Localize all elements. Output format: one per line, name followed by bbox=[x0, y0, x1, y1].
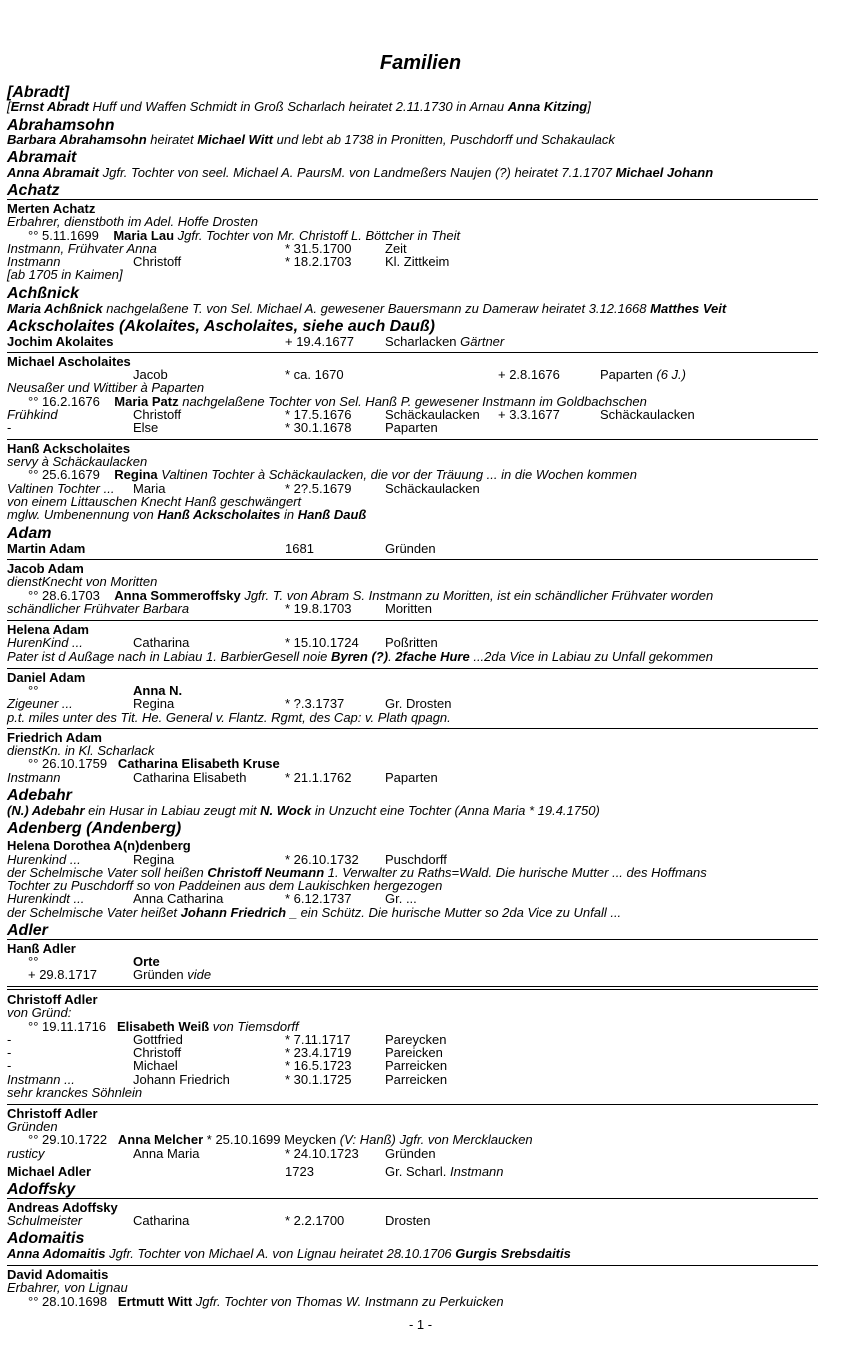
register-text: Christoff bbox=[133, 1045, 182, 1060]
register-text: + 29.8.1717 bbox=[28, 967, 98, 982]
register-text: * 7.11.1717 bbox=[285, 1032, 351, 1047]
register-text: * 18.2.1703 bbox=[285, 254, 352, 269]
family-heading: Adebahr bbox=[7, 787, 72, 804]
person-name: Michael Ascholaites bbox=[7, 354, 131, 369]
register-text: Anna Maria bbox=[133, 1146, 200, 1161]
register-text: Hurenkind ... bbox=[7, 852, 81, 867]
register-text: - bbox=[7, 1058, 12, 1073]
family-heading: Adler bbox=[7, 922, 48, 939]
register-text: Parreicken bbox=[385, 1058, 448, 1073]
register-text: + 2.8.1676 bbox=[498, 367, 560, 382]
register-text: Christoff bbox=[133, 254, 182, 269]
register-text: Tochter zu Puschdorff so von Paddeinen aus dem Laukischken hergezogen bbox=[7, 878, 443, 893]
person-name: Jacob Adam bbox=[7, 561, 84, 576]
register-text: °° bbox=[28, 683, 39, 698]
register-text: Jacob bbox=[133, 367, 168, 382]
register-text: Regina bbox=[133, 852, 175, 867]
register-text: Valtinen Tochter ... bbox=[7, 481, 115, 496]
family-heading: Abramait bbox=[7, 149, 77, 166]
register-text: Catharina Elisabeth bbox=[133, 770, 247, 785]
family-heading: Achßnick bbox=[7, 285, 80, 302]
section-rule bbox=[7, 439, 818, 440]
register-text: Gr. Scharl. Instmann bbox=[385, 1164, 504, 1179]
person-name: Andreas Adoffsky bbox=[7, 1200, 118, 1215]
family-heading: Ackscholaites (Akolaites, Ascholaites, siehe auch Dauß) bbox=[7, 318, 435, 335]
register-text: Hurenkindt ... bbox=[7, 891, 85, 906]
register-text: Anna Catharina bbox=[133, 891, 224, 906]
register-text: Anna Abramait Jgfr. Tochter von seel. Michael A. PaursM. von Landmeßers Naujen (?) heiratet 7.1.1707 Michael Johann bbox=[7, 165, 714, 180]
section-rule bbox=[7, 620, 818, 621]
register-text: Puschdorff bbox=[385, 852, 447, 867]
register-text: Parreicken bbox=[385, 1072, 448, 1087]
family-heading: Adoffsky bbox=[7, 1181, 76, 1198]
register-text: °° 28.6.1703 Anna Sommeroffsky Jgfr. T. von Abram S. Instmann zu Moritten, ist ein schändlicher Frühvater worden bbox=[28, 588, 714, 603]
register-text: sehr kranckes Söhnlein bbox=[7, 1085, 143, 1100]
person-name: Christoff Adler bbox=[7, 992, 98, 1007]
register-text: Regina bbox=[133, 696, 175, 711]
register-text: °° 29.10.1722 Anna Melcher * 25.10.1699 Meycken (V: Hanß) Jgfr. von Mercklaucken bbox=[28, 1132, 533, 1147]
register-text: Poßritten bbox=[385, 635, 438, 650]
register-text: Instmann ... bbox=[7, 1072, 75, 1087]
register-text: Neusaßer und Wittiber à Paparten bbox=[7, 380, 205, 395]
register-text: Gründen bbox=[385, 541, 436, 556]
register-text: °° 16.2.1676 Maria Patz nachgelaßene Tochter von Sel. Hanß P. gewesener Instmann im Goldbachschen bbox=[28, 394, 647, 409]
register-text: Pareycken bbox=[385, 1032, 447, 1047]
register-text: °° bbox=[28, 954, 39, 969]
register-text: Pater ist d Außage nach in Labiau 1. BarbierGesell noie Byren (?). 2fache Hure ...2da Vice in Labiau zu Unfall gekommen bbox=[7, 649, 714, 664]
register-text: * 16.5.1723 bbox=[285, 1058, 352, 1073]
register-text: Moritten bbox=[385, 601, 432, 616]
register-text: Instmann bbox=[7, 770, 61, 785]
register-text: Erbahrer, dienstboth im Adel. Hoffe Drosten bbox=[7, 214, 258, 229]
person-name: Martin Adam bbox=[7, 541, 86, 556]
register-text: Scharlacken Gärtner bbox=[385, 334, 505, 349]
register-text: [ab 1705 in Kaimen] bbox=[7, 267, 123, 282]
register-text: Paparten bbox=[385, 770, 438, 785]
register-text: Schäckaulacken bbox=[385, 481, 480, 496]
family-heading: Adenberg (Andenberg) bbox=[7, 820, 182, 837]
section-rule bbox=[7, 986, 818, 987]
register-text: Instmann bbox=[7, 254, 61, 269]
register-text: * 6.12.1737 bbox=[285, 891, 352, 906]
register-text: - bbox=[7, 1045, 12, 1060]
register-text: * ?.3.1737 bbox=[285, 696, 345, 711]
register-text: (N.) Adebahr ein Husar in Labiau zeugt mit N. Wock in Unzucht eine Tochter (Anna Maria * 19.4.1750) bbox=[7, 803, 600, 818]
family-heading: Abrahamsohn bbox=[7, 117, 115, 134]
register-text: - bbox=[7, 420, 12, 435]
register-text: Christoff bbox=[133, 407, 182, 422]
register-text: Maria Achßnick nachgelaßene T. von Sel. Michael A. gewesener Bauersmann zu Dameraw heiratet 3.12.1668 Matthes Veit bbox=[7, 301, 727, 316]
family-heading: Adomaitis bbox=[7, 1230, 85, 1247]
register-text: Gründen bbox=[7, 1119, 58, 1134]
register-text: Schulmeister bbox=[7, 1213, 83, 1228]
register-text: dienstKn. in Kl. Scharlack bbox=[7, 743, 155, 758]
person-name: Orte bbox=[133, 954, 160, 969]
section-rule bbox=[7, 668, 818, 669]
register-text: * 19.8.1703 bbox=[285, 601, 352, 616]
register-text: * 24.10.1723 bbox=[285, 1146, 359, 1161]
person-name: Hanß Ackscholaites bbox=[7, 441, 131, 456]
register-text: * 30.1.1678 bbox=[285, 420, 352, 435]
family-heading: Adam bbox=[7, 525, 52, 542]
register-text: Gründen vide bbox=[133, 967, 212, 982]
page-title: Familien bbox=[379, 52, 462, 74]
register-text: der Schelmische Vater heißet Johann Friedrich _ ein Schütz. Die hurische Mutter so 2da Vice zu Unfall ... bbox=[7, 905, 622, 920]
register-text: Catharina bbox=[133, 635, 190, 650]
person-name: Anna N. bbox=[133, 683, 183, 698]
register-text: Drosten bbox=[385, 1213, 431, 1228]
register-text: p.t. miles unter des Tit. He. General v. Flantz. Rgmt, des Cap: v. Plath qpagn. bbox=[7, 710, 451, 725]
register-text: * 15.10.1724 bbox=[285, 635, 359, 650]
register-text: Paparten bbox=[385, 420, 438, 435]
register-text: Gr. Drosten bbox=[385, 696, 452, 711]
register-text: Gründen bbox=[385, 1146, 436, 1161]
register-text: Gr. ... bbox=[385, 891, 417, 906]
register-text: rusticy bbox=[7, 1146, 45, 1161]
register-text: mglw. Umbenennung von Hanß Ackscholaites in Hanß Dauß bbox=[7, 507, 367, 522]
register-text: °° 19.11.1716 Elisabeth Weiß von Tiemsdorff bbox=[28, 1019, 299, 1034]
register-text: servy à Schäckaulacken bbox=[7, 454, 148, 469]
person-name: Jochim Akolaites bbox=[7, 334, 114, 349]
register-text: 1681 bbox=[285, 541, 314, 556]
register-text: HurenKind ... bbox=[7, 635, 83, 650]
section-rule bbox=[7, 199, 818, 200]
register-text: * 21.1.1762 bbox=[285, 770, 352, 785]
register-text: Anna Adomaitis Jgfr. Tochter von Michael A. von Lignau heiratet 28.10.1706 Gurgis Srebsdaitis bbox=[7, 1246, 571, 1261]
person-name: Merten Achatz bbox=[7, 201, 96, 216]
section-rule bbox=[7, 989, 818, 990]
register-text: von einem Littauschen Knecht Hanß geschwängert bbox=[7, 494, 302, 509]
person-name: Friedrich Adam bbox=[7, 730, 102, 745]
register-text: * 17.5.1676 bbox=[285, 407, 352, 422]
register-text: Johann Friedrich bbox=[133, 1072, 230, 1087]
register-text: Zigeuner ... bbox=[7, 696, 73, 711]
person-name: Michael Adler bbox=[7, 1164, 92, 1179]
register-text: Maria bbox=[133, 481, 166, 496]
person-name: Christoff Adler bbox=[7, 1106, 98, 1121]
person-name: Helena Adam bbox=[7, 622, 89, 637]
register-text: * 31.5.1700 bbox=[285, 241, 352, 256]
register-text: Paparten (6 J.) bbox=[600, 367, 686, 382]
register-text: Schäckaulacken bbox=[385, 407, 480, 422]
register-text: + 19.4.1677 bbox=[285, 334, 355, 349]
register-text: °° 26.10.1759 Catharina Elisabeth Kruse bbox=[28, 756, 280, 771]
register-text: Barbara Abrahamsohn heiratet Michael Witt und lebt ab 1738 in Pronitten, Puschdorff und Schakaulack bbox=[7, 132, 615, 147]
register-text: * 2?.5.1679 bbox=[285, 481, 352, 496]
register-text: °° 25.6.1679 Regina Valtinen Tochter à Schäckaulacken, die vor der Träuung ... in die Wochen kommen bbox=[28, 467, 637, 482]
section-rule bbox=[7, 559, 818, 560]
register-text: Zeit bbox=[385, 241, 407, 256]
register-text: 1723 bbox=[285, 1164, 314, 1179]
register-text: Gottfried bbox=[133, 1032, 183, 1047]
register-text: * 26.10.1732 bbox=[285, 852, 359, 867]
register-text: von Gründ: bbox=[7, 1005, 72, 1020]
page-number: - 1 - bbox=[408, 1317, 433, 1332]
person-name: Helena Dorothea A(n)denberg bbox=[7, 838, 191, 853]
register-text: Else bbox=[133, 420, 159, 435]
register-text: Pareicken bbox=[385, 1045, 443, 1060]
register-text: - bbox=[7, 1032, 12, 1047]
register-text: Erbahrer, von Lignau bbox=[7, 1280, 128, 1295]
register-text: Michael bbox=[133, 1058, 178, 1073]
register-text: Instmann, Frühvater Anna bbox=[7, 241, 157, 256]
register-text: schändlicher Frühvater Barbara bbox=[7, 601, 190, 616]
register-text: Kl. Zittkeim bbox=[385, 254, 450, 269]
register-text: Catharina bbox=[133, 1213, 190, 1228]
register-text: dienstKnecht von Moritten bbox=[7, 574, 158, 589]
section-rule bbox=[7, 352, 818, 353]
register-text: * ca. 1670 bbox=[285, 367, 344, 382]
register-text: * 30.1.1725 bbox=[285, 1072, 352, 1087]
family-heading: [Abradt] bbox=[7, 84, 70, 101]
register-text: + 3.3.1677 bbox=[498, 407, 560, 422]
section-rule bbox=[7, 1265, 818, 1266]
register-text: * 23.4.1719 bbox=[285, 1045, 352, 1060]
family-heading: Achatz bbox=[7, 182, 60, 199]
register-text: Schäckaulacken bbox=[600, 407, 695, 422]
register-text: * 2.2.1700 bbox=[285, 1213, 345, 1228]
register-text: Frühkind bbox=[7, 407, 58, 422]
section-rule bbox=[7, 939, 818, 940]
person-name: David Adomaitis bbox=[7, 1267, 109, 1282]
person-name: Hanß Adler bbox=[7, 941, 76, 956]
section-rule bbox=[7, 1198, 818, 1199]
register-text: der Schelmische Vater soll heißen Christoff Neumann 1. Verwalter zu Raths=Wald. Die hurische Mutter ... des Hoffmans bbox=[7, 865, 707, 880]
register-text: [Ernst Abradt Huff und Waffen Schmidt in Groß Scharlach heiratet 2.11.1730 in Arnau Anna Kitzing] bbox=[7, 99, 591, 114]
register-text: °° 5.11.1699 Maria Lau Jgfr. Tochter von Mr. Christoff L. Böttcher in Theit bbox=[28, 228, 461, 243]
register-text: °° 28.10.1698 Ertmutt Witt Jgfr. Tochter von Thomas W. Instmann zu Perkuicken bbox=[28, 1294, 504, 1309]
person-name: Daniel Adam bbox=[7, 670, 86, 685]
section-rule bbox=[7, 1104, 818, 1105]
section-rule bbox=[7, 728, 818, 729]
